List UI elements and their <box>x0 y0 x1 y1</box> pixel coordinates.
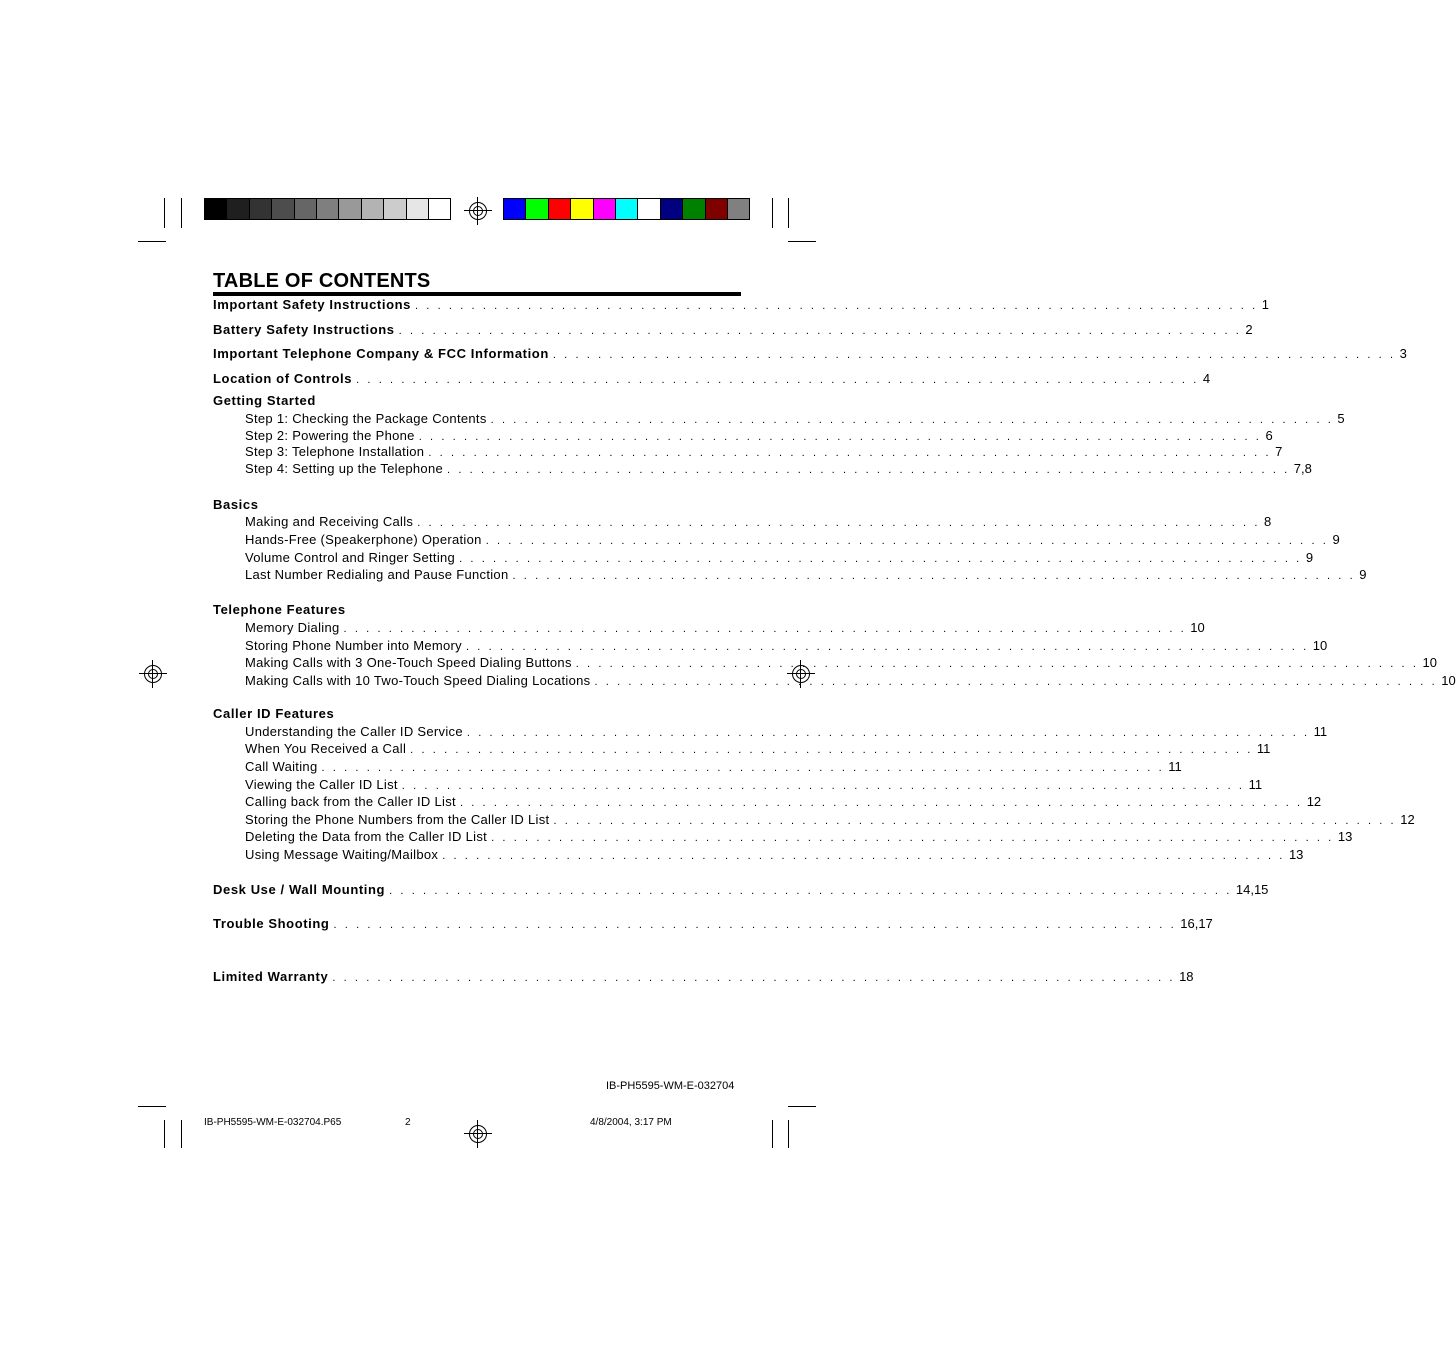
toc-entry-title: Calling back from the Caller ID List <box>245 794 456 809</box>
color-swatch <box>727 198 750 220</box>
toc-subentry[interactable] <box>245 794 1322 812</box>
dot-leader: . . . . . . . . . . . . . . . . . . . . . . . . . . . . . . . . . . . . . . . . . . . . . . . . . . . . . . . . . . . . . . . . . . . . . . . . . . . <box>447 464 1290 476</box>
toc-entry-title: Call Waiting <box>245 759 318 774</box>
color-swatch <box>406 198 429 220</box>
color-swatch <box>660 198 683 220</box>
crop-mark <box>181 1120 182 1148</box>
toc-entry-title: Making Calls with 10 Two-Touch Speed Dialing Locations <box>245 673 591 688</box>
toc-subentry[interactable] <box>245 673 1456 691</box>
toc-entry[interactable] <box>213 969 1194 987</box>
toc-entry-title: Important Telephone Company & FCC Information <box>213 346 549 361</box>
toc-subentry[interactable] <box>245 655 1437 673</box>
toc-page-number: 4 <box>1202 371 1211 386</box>
toc-page-number: 6 <box>1265 428 1273 443</box>
toc-subentry[interactable] <box>245 567 1367 585</box>
registration-mark-icon <box>464 1120 492 1148</box>
toc-page-number: 13 <box>1337 829 1353 844</box>
toc-page-number: 11 <box>1256 741 1271 756</box>
title-rule <box>213 292 741 296</box>
toc-subentry[interactable] <box>245 550 1314 568</box>
color-swatch <box>383 198 406 220</box>
dot-leader: . . . . . . . . . . . . . . . . . . . . . . . . . . . . . . . . . . . . . . . . . . . . . . . . . . . . . . . . . . . . . . . . . . . . . . . . . . . <box>417 517 1260 529</box>
toc-subentry[interactable] <box>245 847 1304 865</box>
toc-subentry[interactable] <box>245 620 1205 638</box>
dot-leader: . . . . . . . . . . . . . . . . . . . . . . . . . . . . . . . . . . . . . . . . . . . . . . . . . . . . . . . . . . . . . . . . . . . . . . . . . . . <box>552 349 1396 361</box>
color-swatch <box>271 198 294 220</box>
color-swatch <box>525 198 548 220</box>
toc-subentry[interactable] <box>245 444 1283 462</box>
dot-leader: . . . . . . . . . . . . . . . . . . . . . . . . . . . . . . . . . . . . . . . . . . . . . . . . . . . . . . . . . . . . . . . . . . . . . . . . . . . <box>428 447 1272 459</box>
toc-subentry[interactable] <box>245 514 1272 532</box>
toc-subentry[interactable] <box>245 777 1263 795</box>
toc-subentry[interactable] <box>245 829 1353 847</box>
toc-entry-title: Important Safety Instructions <box>213 297 411 312</box>
toc-entry-title: Step 2: Powering the Phone <box>245 428 415 443</box>
toc-page-number: 12 <box>1400 812 1415 827</box>
dot-leader: . . . . . . . . . . . . . . . . . . . . . . . . . . . . . . . . . . . . . . . . . . . . . . . . . . . . . . . . . . . . . . . . . . . . . . . . . . . <box>459 553 1302 565</box>
crop-mark <box>788 1120 789 1148</box>
toc-entry-title: Viewing the Caller ID List <box>245 777 398 792</box>
dot-leader: . . . . . . . . . . . . . . . . . . . . . . . . . . . . . . . . . . . . . . . . . . . . . . . . . . . . . . . . . . . . . . . . . . . . . . . . . . . <box>332 972 1176 984</box>
dot-leader: . . . . . . . . . . . . . . . . . . . . . . . . . . . . . . . . . . . . . . . . . . . . . . . . . . . . . . . . . . . . . . . . . . . . . . . . . . . <box>398 325 1242 337</box>
toc-page-number: 11 <box>1168 759 1182 774</box>
color-swatch <box>294 198 317 220</box>
color-swatch <box>570 198 593 220</box>
toc-page-number: 2 <box>1245 322 1253 337</box>
dot-leader: . . . . . . . . . . . . . . . . . . . . . . . . . . . . . . . . . . . . . . . . . . . . . . . . . . . . . . . . . . . . . . . . . . . . . . . . . . . <box>333 919 1177 931</box>
toc-page-number: 7 <box>1275 444 1283 459</box>
toc-entry-title: Making and Receiving Calls <box>245 514 414 529</box>
color-swatch <box>428 198 451 220</box>
toc-entry-title: Deleting the Data from the Caller ID List <box>245 829 488 844</box>
crop-mark <box>788 198 789 228</box>
toc-section-heading: Getting Started <box>213 393 316 408</box>
toc-entry-title: Understanding the Caller ID Service <box>245 724 463 739</box>
toc-subentry[interactable] <box>245 759 1182 777</box>
color-swatch <box>361 198 384 220</box>
toc-page-number: 10 <box>1441 673 1456 688</box>
toc-entry-title: Making Calls with 3 One-Touch Speed Dialing Buttons <box>245 655 572 670</box>
toc-entry-title: Trouble Shooting <box>213 916 330 931</box>
dot-leader: . . . . . . . . . . . . . . . . . . . . . . . . . . . . . . . . . . . . . . . . . . . . . . . . . . . . . . . . . . . . . . . . . . . . . . . . . . . <box>442 850 1285 862</box>
toc-section-heading: Caller ID Features <box>213 706 335 721</box>
dot-leader: . . . . . . . . . . . . . . . . . . . . . . . . . . . . . . . . . . . . . . . . . . . . . . . . . . . . . . . . . . . . . . . . . . . . . . . . . . . <box>321 762 1165 774</box>
dot-leader: . . . . . . . . . . . . . . . . . . . . . . . . . . . . . . . . . . . . . . . . . . . . . . . . . . . . . . . . . . . . . . . . . . . . . . . . . . . <box>485 535 1329 547</box>
crop-mark <box>164 1120 165 1148</box>
toc-subentry[interactable] <box>245 724 1328 742</box>
dot-leader: . . . . . . . . . . . . . . . . . . . . . . . . . . . . . . . . . . . . . . . . . . . . . . . . . . . . . . . . . . . . . . . . . . . . . . . . . . . <box>356 374 1199 386</box>
toc-page-number: 14,15 <box>1235 882 1269 897</box>
crop-mark <box>164 198 165 228</box>
toc-page-number: 10 <box>1190 620 1205 635</box>
toc-entry[interactable] <box>213 322 1253 340</box>
dot-leader: . . . . . . . . . . . . . . . . . . . . . . . . . . . . . . . . . . . . . . . . . . . . . . . . . . . . . . . . . . . . . . . . . . . . . . . . . . . <box>410 744 1253 756</box>
toc-entry-title: Battery Safety Instructions <box>213 322 395 337</box>
toc-entry-title: Using Message Waiting/Mailbox <box>245 847 439 862</box>
color-swatch <box>593 198 616 220</box>
toc-page-number: 18 <box>1179 969 1194 984</box>
toc-entry[interactable] <box>213 346 1407 364</box>
toc-section-heading: Basics <box>213 497 259 512</box>
toc-subentry[interactable] <box>245 812 1415 830</box>
toc-subentry[interactable] <box>245 411 1345 429</box>
toc-subentry[interactable] <box>245 741 1271 759</box>
color-swatch <box>338 198 361 220</box>
dot-leader: . . . . . . . . . . . . . . . . . . . . . . . . . . . . . . . . . . . . . . . . . . . . . . . . . . . . . . . . . . . . . . . . . . . . . . . . . . . <box>401 780 1245 792</box>
toc-page-number: 13 <box>1288 847 1304 862</box>
dot-leader: . . . . . . . . . . . . . . . . . . . . . . . . . . . . . . . . . . . . . . . . . . . . . . . . . . . . . . . . . . . . . . . . . . . . . . . . . . . <box>594 676 1438 688</box>
dot-leader: . . . . . . . . . . . . . . . . . . . . . . . . . . . . . . . . . . . . . . . . . . . . . . . . . . . . . . . . . . . . . . . . . . . . . . . . . . . <box>575 658 1419 670</box>
toc-page-number: 10 <box>1312 638 1328 653</box>
footer-file: IB-PH5595-WM-E-032704.P65 <box>204 1117 342 1128</box>
dot-leader: . . . . . . . . . . . . . . . . . . . . . . . . . . . . . . . . . . . . . . . . . . . . . . . . . . . . . . . . . . . . . . . . . . . . . . . . . . . <box>491 832 1334 844</box>
footer-page: 2 <box>405 1117 411 1128</box>
dot-leader: . . . . . . . . . . . . . . . . . . . . . . . . . . . . . . . . . . . . . . . . . . . . . . . . . . . . . . . . . . . . . . . . . . . . . . . . . . . <box>418 431 1262 443</box>
registration-mark-icon <box>139 660 167 688</box>
color-swatch <box>226 198 249 220</box>
toc-entry-title: Memory Dialing <box>245 620 340 635</box>
toc-entry-title: Step 1: Checking the Package Contents <box>245 411 487 426</box>
toc-page-number: 7,8 <box>1293 461 1312 476</box>
dot-leader: . . . . . . . . . . . . . . . . . . . . . . . . . . . . . . . . . . . . . . . . . . . . . . . . . . . . . . . . . . . . . . . . . . . . . . . . . . . <box>466 727 1310 739</box>
toc-entry-title: Hands-Free (Speakerphone) Operation <box>245 532 482 547</box>
toc-entry[interactable] <box>213 297 1269 315</box>
color-swatch <box>682 198 705 220</box>
color-swatch <box>705 198 728 220</box>
dot-leader: . . . . . . . . . . . . . . . . . . . . . . . . . . . . . . . . . . . . . . . . . . . . . . . . . . . . . . . . . . . . . . . . . . . . . . . . . . . <box>343 623 1187 635</box>
toc-entry-title: Volume Control and Ringer Setting <box>245 550 456 565</box>
toc-page-number: 3 <box>1399 346 1407 361</box>
dot-leader: . . . . . . . . . . . . . . . . . . . . . . . . . . . . . . . . . . . . . . . . . . . . . . . . . . . . . . . . . . . . . . . . . . . . . . . . . . . <box>389 885 1232 897</box>
toc-page-number: 8 <box>1263 514 1272 529</box>
color-swatch <box>615 198 638 220</box>
dot-leader: . . . . . . . . . . . . . . . . . . . . . . . . . . . . . . . . . . . . . . . . . . . . . . . . . . . . . . . . . . . . . . . . . . . . . . . . . . . <box>414 300 1258 312</box>
toc-page-number: 9 <box>1359 567 1367 582</box>
toc-entry-title: Limited Warranty <box>213 969 329 984</box>
toc-page-number: 5 <box>1337 411 1345 426</box>
crop-mark <box>788 241 816 242</box>
document-code: IB-PH5595-WM-E-032704 <box>606 1080 735 1092</box>
toc-entry-title: Last Number Redialing and Pause Function <box>245 567 509 582</box>
registration-mark-icon <box>464 197 492 225</box>
toc-entry[interactable] <box>213 371 1211 389</box>
toc-page-number: 9 <box>1332 532 1340 547</box>
toc-entry-title: Storing the Phone Numbers from the Caller ID List <box>245 812 550 827</box>
toc-page-number: 12 <box>1306 794 1322 809</box>
crop-mark <box>138 241 166 242</box>
crop-mark <box>772 1120 773 1148</box>
dot-leader: . . . . . . . . . . . . . . . . . . . . . . . . . . . . . . . . . . . . . . . . . . . . . . . . . . . . . . . . . . . . . . . . . . . . . . . . . . . <box>465 641 1309 653</box>
toc-subentry[interactable] <box>245 638 1328 656</box>
toc-entry-title: Storing Phone Number into Memory <box>245 638 462 653</box>
toc-page-number: 11 <box>1248 777 1263 792</box>
toc-entry[interactable] <box>213 882 1269 900</box>
dot-leader: . . . . . . . . . . . . . . . . . . . . . . . . . . . . . . . . . . . . . . . . . . . . . . . . . . . . . . . . . . . . . . . . . . . . . . . . . . . <box>490 414 1334 426</box>
toc-subentry[interactable] <box>245 532 1340 550</box>
toc-section-heading: Telephone Features <box>213 602 346 617</box>
dot-leader: . . . . . . . . . . . . . . . . . . . . . . . . . . . . . . . . . . . . . . . . . . . . . . . . . . . . . . . . . . . . . . . . . . . . . . . . . . . <box>459 797 1303 809</box>
dot-leader: . . . . . . . . . . . . . . . . . . . . . . . . . . . . . . . . . . . . . . . . . . . . . . . . . . . . . . . . . . . . . . . . . . . . . . . . . . . <box>553 815 1397 827</box>
toc-entry-title: Step 3: Telephone Installation <box>245 444 425 459</box>
color-swatch <box>249 198 272 220</box>
crop-mark <box>772 198 773 228</box>
crop-mark <box>788 1106 816 1107</box>
toc-entry-title: Step 4: Setting up the Telephone <box>245 461 444 476</box>
toc-entry[interactable] <box>213 916 1213 934</box>
toc-entry-title: Location of Controls <box>213 371 353 386</box>
toc-page-number: 9 <box>1305 550 1314 565</box>
toc-subentry[interactable] <box>245 461 1312 479</box>
toc-page-number: 1 <box>1261 297 1269 312</box>
toc-page-number: 11 <box>1313 724 1328 739</box>
page-title: TABLE OF CONTENTS <box>213 270 431 292</box>
toc-page-number: 16,17 <box>1180 916 1213 931</box>
crop-mark <box>181 198 182 228</box>
color-swatch <box>503 198 526 220</box>
color-swatch <box>637 198 660 220</box>
color-swatch <box>316 198 339 220</box>
toc-entry-title: Desk Use / Wall Mounting <box>213 882 386 897</box>
color-swatch <box>204 198 227 220</box>
crop-mark <box>138 1106 166 1107</box>
footer-date: 4/8/2004, 3:17 PM <box>590 1117 672 1128</box>
toc-page-number: 10 <box>1422 655 1437 670</box>
color-swatch <box>548 198 571 220</box>
dot-leader: . . . . . . . . . . . . . . . . . . . . . . . . . . . . . . . . . . . . . . . . . . . . . . . . . . . . . . . . . . . . . . . . . . . . . . . . . . . <box>512 570 1356 582</box>
toc-entry-title: When You Received a Call <box>245 741 407 756</box>
